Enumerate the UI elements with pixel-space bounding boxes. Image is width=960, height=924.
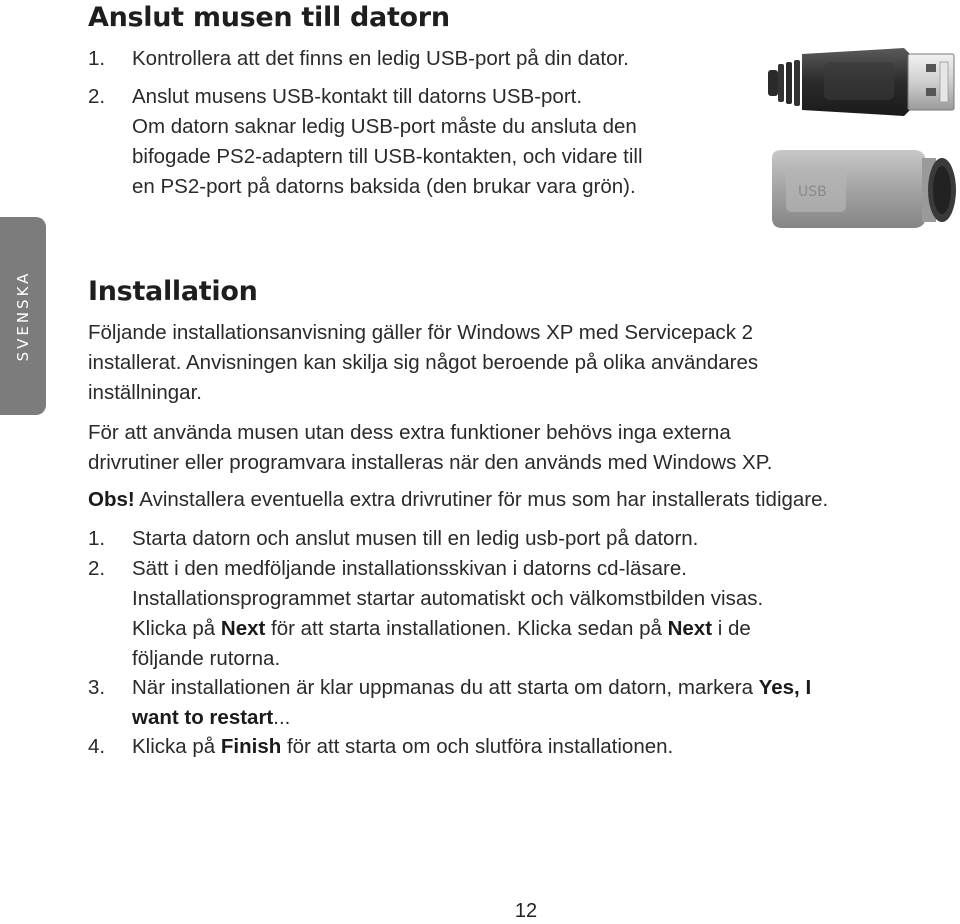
page-number: 12 [514,900,538,922]
note-label: Obs! [88,488,135,511]
step-text-part: ... [273,706,291,729]
step-text-line: bifogade PS2-adaptern till USB-kontakten, och vidare till [132,145,643,168]
step-bold-finish: Finish [220,735,282,758]
install-step-2 [88,554,763,674]
step-number: 4. [88,735,106,758]
step-text-line: följande rutorna. [132,647,281,670]
step-text-line: en PS2-port på datorns baksida (den brukar vara grön). [132,175,636,198]
step-text-line [132,732,673,762]
intro-line: installerat. Anvisningen kan skilja sig något beroende på olika användares [88,351,759,374]
usb-connector-icon [768,48,954,116]
section-title-installation: Installation [88,276,258,307]
step-number: 1. [88,47,106,70]
step-bold-yes: Yes, I [758,676,812,699]
svg-text:USB: USB [798,184,827,200]
note-text: Avinstallera eventuella extra drivrutiner för mus som har installerats tidigare. [134,488,829,511]
step-text-part: för att starta om och slutföra installationen. [281,735,674,758]
connect-step-1 [88,44,629,74]
usb-ps2-illustration [764,40,960,250]
step-text: Starta datorn och anslut musen till en ledig usb-port på datorn. [132,527,699,550]
install-step-3 [88,673,811,733]
note-paragraph [88,485,828,515]
intro-line: inställningar. [88,381,202,404]
install-step-1 [88,524,698,554]
connect-step-2 [88,82,643,202]
step-text-line: Anslut musens USB-kontakt till datorns USB-port. [132,85,583,108]
step-text: Kontrollera att det finns en ledig USB-port på din dator. [132,47,629,70]
paragraph-line: För att använda musen utan dess extra funktioner behövs inga externa [88,421,731,444]
step-text-part: i de [712,617,751,640]
section-title-connect-mouse: Anslut musen till datorn [88,2,450,33]
step-number: 3. [88,676,106,699]
step-number: 2. [88,557,106,580]
paragraph-line: drivrutiner eller programvara installeras när den används med Windows XP. [88,451,773,474]
installation-paragraph-2 [88,418,772,478]
step-bold-next: Next [667,617,713,640]
step-text-line: Sätt i den medföljande installationsskivan i datorns cd-läsare. [132,557,687,580]
step-text-part: När installationen är klar uppmanas du att starta om datorn, markera [132,676,759,699]
language-side-tab-label: SVENSKA [14,270,32,362]
step-text-line [132,673,811,703]
step-text-line: Installationsprogrammet startar automatiskt och välkomstbilden visas. [132,587,764,610]
step-text-line [132,614,763,644]
step-text-line: Om datorn saknar ledig USB-port måste du ansluta den [132,115,637,138]
install-step-4 [88,732,673,762]
installation-intro [88,318,758,408]
step-text-line [132,703,811,733]
step-number: 1. [88,527,106,550]
step-text-part: för att starta installationen. Klicka sedan på [265,617,668,640]
step-number: 2. [88,85,106,108]
step-text-part: Klicka på [132,735,221,758]
step-bold-next: Next [220,617,266,640]
ps2-adapter-icon [772,150,956,228]
intro-line: Följande installationsanvisning gäller för Windows XP med Servicepack 2 [88,321,754,344]
step-text-part: Klicka på [132,617,221,640]
step-bold-restart: want to restart [132,706,274,729]
